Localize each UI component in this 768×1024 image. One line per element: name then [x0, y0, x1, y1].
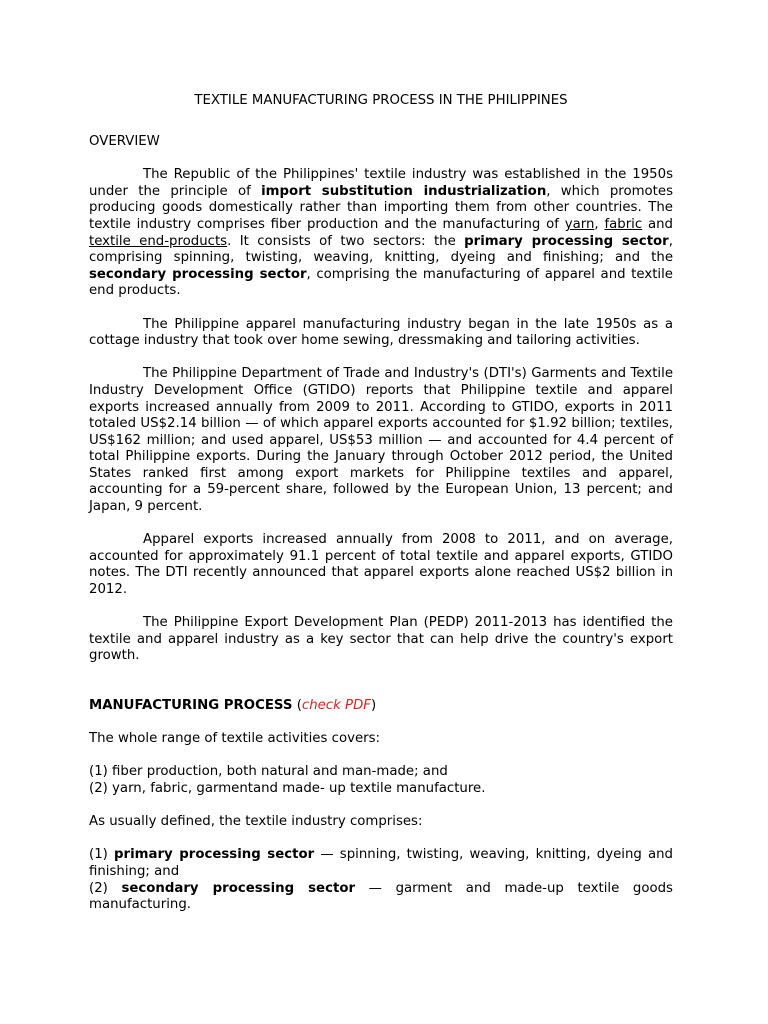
manufacturing-heading-line: MANUFACTURING PROCESS (check PDF) [89, 698, 377, 713]
range-intro: The whole range of textile activities covers: [89, 731, 381, 747]
sector-item-1: (1) primary processing sector — spinning, twisting, weaving, knitting, dyeing and finishing; and [89, 847, 673, 879]
overview-paragraph-3: The Philippine Department of Trade and Industry's (DTI's) Garments and Textile Industry Development Office (GTIDO) reports that Philippine textile and apparel exports increased annually from 2009 to 2011. According to GTIDO, exports in 2011 totaled US$2.14 billion — of which apparel exports accounted for $1.92 billion; textiles, US$162 million; and used apparel, US$53 million — and accounted for 4.4 percent of total Philippine exports. During the January through October 2012 period, the United States ranked first among export markets for Philippine textiles and apparel, accounting for a 59-percent share, followed by the European Union, 13 percent; and Japan, 9 percent. [89, 366, 673, 515]
sector-2-name: secondary processing sector [121, 880, 356, 896]
primary-sector-term: primary processing sector [464, 233, 669, 249]
sector-1-name: primary processing sector [114, 847, 315, 863]
textile-end-products-link[interactable]: textile end-products [89, 233, 228, 249]
range-item-2: (2) yarn, fabric, garmentand made- up textile manufacture. [89, 780, 486, 796]
fabric-link[interactable]: fabric [604, 216, 643, 232]
overview-paragraph-5: The Philippine Export Development Plan (PEDP) 2011-2013 has identified the textile and apparel industry as a key sector that can help drive the country's export growth. [89, 615, 673, 664]
yarn-link[interactable]: yarn [564, 216, 595, 232]
defined-intro: As usually defined, the textile industry comprises: [89, 814, 423, 830]
range-item-1: (1) fiber production, both natural and man-made; and [89, 764, 448, 780]
document-page [89, 92, 673, 914]
manufacturing-heading: MANUFACTURING PROCESS [89, 698, 293, 713]
overview-paragraph-2: The Philippine apparel manufacturing industry began in the late 1950s as a cottage industry that took over home sewing, dressmaking and tailoring activities. [89, 316, 673, 349]
check-pdf-link[interactable]: check PDF [301, 698, 371, 713]
overview-heading: OVERVIEW [89, 134, 160, 149]
document-title: TEXTILE MANUFACTURING PROCESS IN THE PHILIPPINES [194, 93, 568, 108]
overview-paragraph-4: Apparel exports increased annually from 2008 to 2011, and on average, accounted for approximately 91.1 percent of total textile and apparel exports, GTIDO notes. The DTI recently announced that apparel exports alone reached US$2 billion in 2012. [89, 532, 673, 598]
overview-paragraph-1: The Republic of the Philippines' textile industry was established in the 1950s under the principle of import substitution industrialization, which promotes producing goods domestically rather than importing them from other countries. The textile industry comprises fiber production and the manufacturing of yarn, fabric and textile end-products. It consists of two sectors: the primary processing sector, comprising spinning, twisting, weaving, knitting, dyeing and finishing; and the secondary processing sector, comprising the manufacturing of apparel and textile end products. [89, 167, 673, 299]
import-substitution-term: import substitution industrialization [261, 183, 547, 199]
secondary-sector-term: secondary processing sector [89, 266, 307, 282]
sector-item-2: (2) secondary processing sector — garment and made-up textile goods manufacturing. [89, 880, 673, 913]
